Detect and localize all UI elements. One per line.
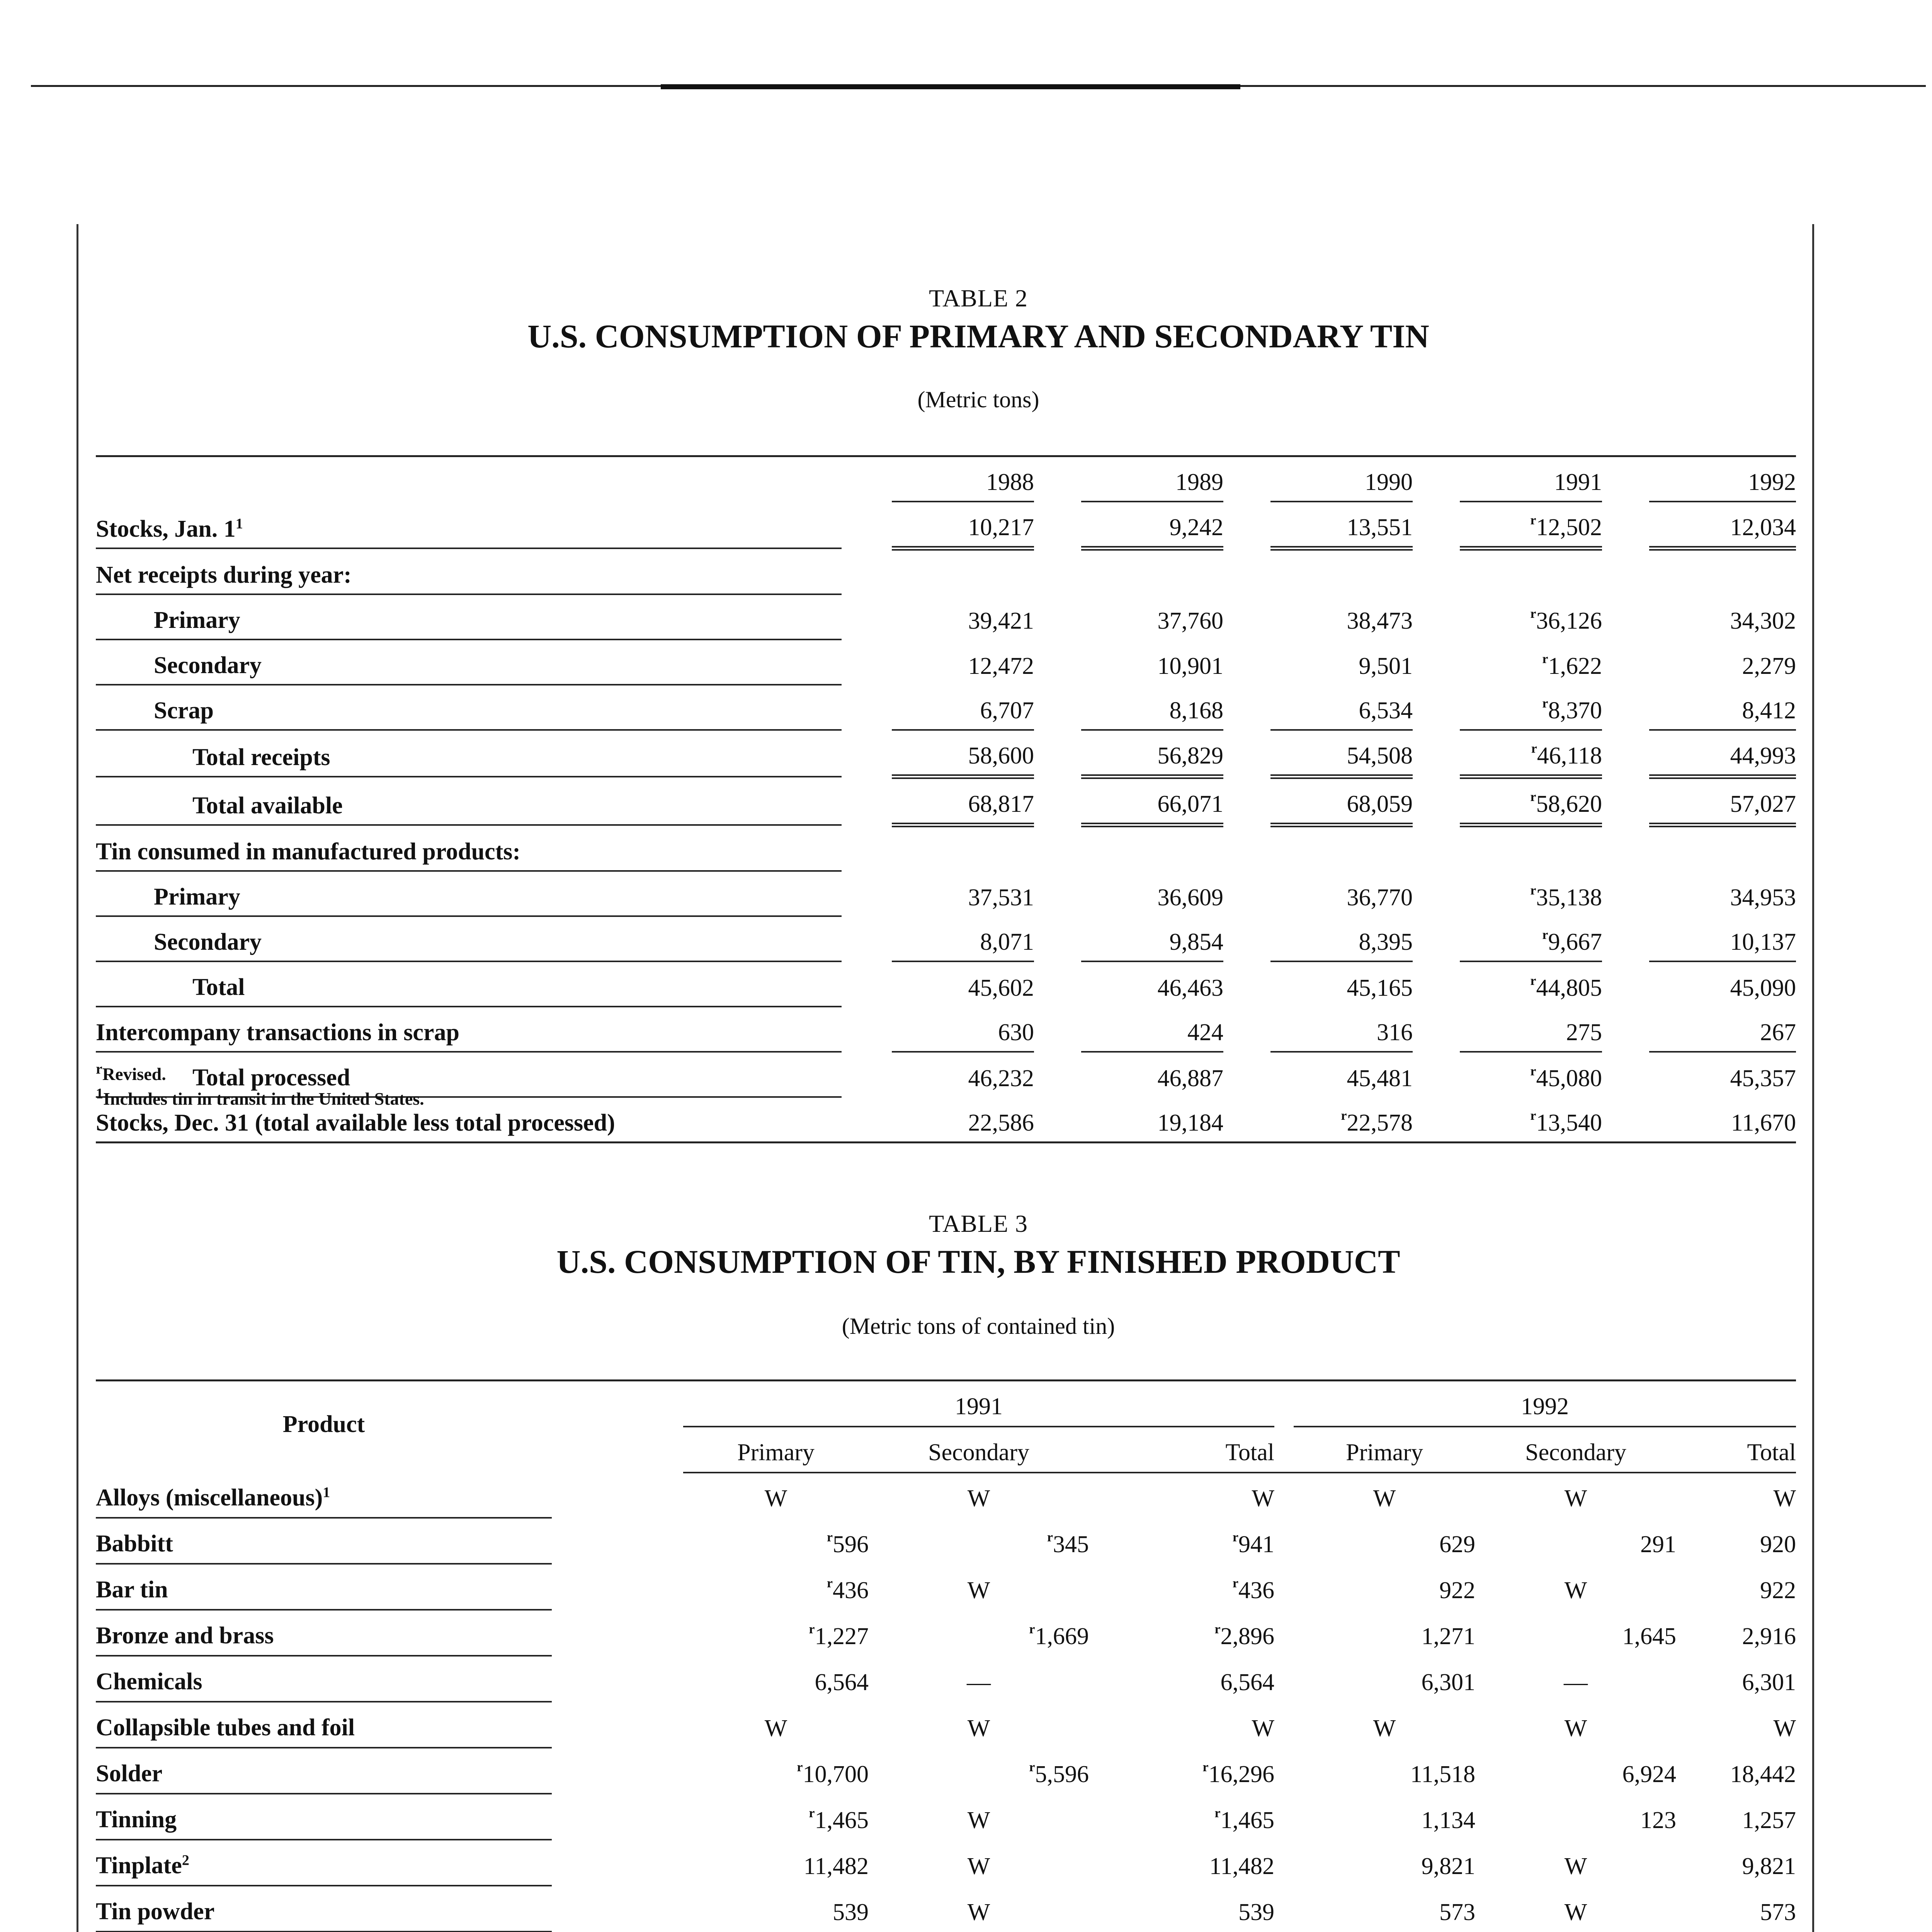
table-row (96, 777, 1796, 825)
table-cell: $^r$16,296 (1202, 1760, 1275, 1787)
table-cell: W (764, 1485, 787, 1512)
table-cell: $^r$46,118 (1460, 730, 1602, 777)
table-cell: 58,600 (892, 730, 1034, 777)
row-label: Total processed (96, 1052, 842, 1097)
table-cell: 10,217 (892, 502, 1034, 548)
table-cell: 12,034 (1649, 502, 1796, 548)
table-row (96, 730, 1796, 777)
table-cell: W (1252, 1715, 1275, 1742)
row-label: Chemicals (96, 1656, 552, 1702)
row-label: Bar tin (96, 1564, 552, 1610)
table-cell: 920 (1760, 1531, 1796, 1558)
table-cell: 8,395 (1270, 916, 1413, 961)
table-cell: W (967, 1899, 990, 1925)
table-cell: 922 (1439, 1577, 1476, 1604)
table-cell: 267 (1649, 1007, 1796, 1052)
table-cell: $^r$10,700 (797, 1760, 869, 1787)
table-cell: $^r$45,080 (1530, 1064, 1602, 1092)
table-row (96, 825, 1796, 871)
table-row (96, 639, 1796, 685)
table-cell: 19,184 (1081, 1097, 1223, 1143)
table-cell: 45,481 (1347, 1065, 1413, 1092)
table-cell: 6,564 (1220, 1669, 1275, 1696)
table-cell: 10,137 (1649, 916, 1796, 961)
row-label: Stocks, Dec. 31 (total available less total processed) (96, 1097, 842, 1143)
table-cell: $^r$596 (827, 1530, 869, 1558)
table2-year-header: 1989 (1081, 456, 1223, 502)
table-cell: W (1373, 1715, 1396, 1742)
table-cell: W (967, 1485, 990, 1512)
table-cell: 18,442 (1730, 1761, 1796, 1787)
table-cell: W (1564, 1577, 1587, 1604)
table-cell: 36,609 (1157, 884, 1223, 911)
column-header: Secondary (869, 1427, 1089, 1473)
table-cell: 9,242 (1081, 502, 1223, 548)
row-label: Scrap (96, 685, 842, 730)
table-cell: W (1564, 1485, 1587, 1512)
year-group-header: 1991 (683, 1381, 1274, 1427)
row-label: Alloys (miscellaneous)$^1$ (96, 1473, 552, 1518)
table-cell: 291 (1640, 1531, 1677, 1558)
table-cell: $^r$44,805 (1530, 974, 1602, 1001)
table-cell: 11,482 (803, 1853, 869, 1879)
table-cell: $^r$58,620 (1460, 777, 1602, 825)
table-cell: W (1564, 1715, 1587, 1742)
table-cell: $^r$22,578 (1270, 1097, 1413, 1143)
table-row (96, 1886, 1796, 1932)
table-cell: W (1252, 1485, 1275, 1512)
table-cell: W (1773, 1715, 1796, 1742)
table-cell: 316 (1270, 1007, 1413, 1052)
row-label: Secondary (96, 916, 842, 961)
table2-year-header: 1992 (1649, 456, 1796, 502)
table-cell: 37,531 (968, 884, 1034, 911)
table-cell: 1,271 (1421, 1623, 1476, 1650)
table2-label: TABLE 2 (929, 284, 1028, 312)
row-label: Stocks, Jan. $1^1$ (96, 502, 842, 548)
table2-year-header: 1991 (1460, 456, 1602, 502)
table-cell: W (967, 1853, 990, 1879)
table-cell: $^r$1,227 (809, 1622, 869, 1650)
row-label: Tinplate$^2$ (96, 1840, 552, 1886)
table-cell: 6,301 (1742, 1669, 1796, 1696)
table-row (96, 502, 1796, 548)
table-cell: 9,821 (1421, 1853, 1476, 1879)
table3-title: U.S. CONSUMPTION OF TIN, BY FINISHED PRODUCT (556, 1243, 1400, 1280)
column-header: Primary (1294, 1427, 1475, 1473)
table3 (96, 1379, 1796, 1932)
table-cell: 1,134 (1421, 1807, 1476, 1833)
table-cell: 37,760 (1157, 608, 1223, 634)
table3-label: TABLE 3 (929, 1210, 1028, 1237)
table-cell: $^r$9,667 (1460, 916, 1602, 961)
table-cell: 38,473 (1347, 608, 1413, 634)
table-cell: 34,953 (1730, 884, 1796, 911)
table-cell: 46,887 (1157, 1065, 1223, 1092)
table-cell: 9,821 (1742, 1853, 1796, 1879)
row-label: Total (96, 961, 842, 1007)
table-cell: 6,301 (1421, 1669, 1476, 1696)
table-cell: W (967, 1715, 990, 1742)
table-cell: 6,564 (815, 1669, 869, 1696)
row-label: Tin consumed in manufactured products: (96, 825, 842, 871)
column-header: Secondary (1475, 1427, 1676, 1473)
column-header: Primary (683, 1427, 869, 1473)
table2-header (96, 456, 1796, 502)
table2-units: (Metric tons) (917, 387, 1039, 412)
table-cell: 123 (1640, 1807, 1677, 1833)
row-label: Bronze and brass (96, 1610, 552, 1656)
table-cell: $^r$941 (1232, 1530, 1275, 1558)
row-label: Babbitt (96, 1518, 552, 1564)
table-cell: 1,257 (1742, 1807, 1796, 1833)
row-label: Total available (96, 777, 842, 825)
row-label: Net receipts during year: (96, 548, 842, 594)
table-cell: 9,501 (1359, 653, 1413, 679)
table2-footnotes (96, 1062, 424, 1111)
footnote: $^1$Includes tin in transit in the United States. (96, 1085, 424, 1109)
table-cell: $^r$1,465 (809, 1806, 869, 1833)
table-row (96, 1794, 1796, 1840)
table-row (96, 1748, 1796, 1794)
table-cell: 39,421 (968, 608, 1034, 634)
table-cell: 573 (1760, 1899, 1796, 1925)
table-cell: — (1564, 1669, 1588, 1696)
table-cell: 2,279 (1742, 653, 1796, 679)
product-column-header: Product (96, 1381, 552, 1473)
table-row (96, 1564, 1796, 1610)
top-rule-heavy (661, 84, 1240, 89)
table-row (96, 548, 1796, 594)
row-label: Primary (96, 594, 842, 639)
table-cell: 6,534 (1270, 685, 1413, 730)
table-cell: 8,071 (892, 916, 1034, 961)
table-cell: 539 (1238, 1899, 1275, 1925)
table-cell: 6,707 (892, 685, 1034, 730)
table-cell: $^r$345 (1047, 1530, 1089, 1558)
table-row (96, 1007, 1796, 1052)
table-cell: $^r$8,370 (1460, 685, 1602, 730)
table-cell: $^r$13,540 (1460, 1097, 1602, 1143)
table-cell: W (1564, 1853, 1587, 1879)
row-label: Intercompany transactions in scrap (96, 1007, 842, 1052)
table-cell: $^r$2,896 (1214, 1622, 1275, 1650)
table-cell: 13,551 (1270, 502, 1413, 548)
table3-body (96, 1473, 1796, 1932)
table-cell: 45,090 (1730, 975, 1796, 1001)
table-cell: 424 (1081, 1007, 1223, 1052)
table-cell: 22,586 (892, 1097, 1034, 1143)
table-row (96, 685, 1796, 730)
table2-body (96, 502, 1796, 1143)
table-cell: 8,412 (1649, 685, 1796, 730)
table-cell: 44,993 (1649, 730, 1796, 777)
table-row (96, 1518, 1796, 1564)
table-cell: W (1773, 1485, 1796, 1512)
table-cell: $^r$1,465 (1214, 1806, 1275, 1833)
row-label: Tin powder (96, 1886, 552, 1932)
table-cell: W (764, 1715, 787, 1742)
table-cell: 36,770 (1347, 884, 1413, 911)
table-cell: 46,232 (968, 1065, 1034, 1092)
table-cell: 56,829 (1081, 730, 1223, 777)
table-row (96, 1473, 1796, 1518)
table-cell: 9,854 (1081, 916, 1223, 961)
row-label: Secondary (96, 639, 842, 685)
table-cell: $^r$1,622 (1542, 652, 1602, 679)
table-cell: W (1373, 1485, 1396, 1512)
table-cell: 66,071 (1081, 777, 1223, 825)
table-cell: 34,302 (1730, 608, 1796, 634)
table-cell: 573 (1439, 1899, 1476, 1925)
column-header: Total (1676, 1427, 1796, 1473)
table-cell: $^r$1,669 (1029, 1622, 1089, 1650)
table3-header (96, 1381, 1796, 1473)
table-cell: $^r$436 (827, 1576, 869, 1604)
row-label: Solder (96, 1748, 552, 1794)
table-cell: $^r$12,502 (1460, 502, 1602, 548)
table-cell: 6,924 (1622, 1761, 1677, 1787)
table-row (96, 916, 1796, 961)
table-cell: W (1564, 1899, 1587, 1925)
table-cell: 1,645 (1622, 1623, 1677, 1650)
table2 (96, 455, 1796, 1143)
table-cell: 922 (1760, 1577, 1796, 1604)
table-cell: $^r$436 (1232, 1576, 1275, 1604)
column-header: Total (1089, 1427, 1274, 1473)
table-cell: 45,165 (1347, 975, 1413, 1001)
table-cell: $^r$5,596 (1029, 1760, 1089, 1787)
left-margin-line (77, 224, 78, 1932)
table2-year-header: 1990 (1270, 456, 1413, 502)
row-label: Total receipts (96, 730, 842, 777)
table3-units: (Metric tons of contained tin) (842, 1313, 1115, 1339)
table-cell: — (967, 1669, 991, 1696)
table-row (96, 1610, 1796, 1656)
table-cell: 11,482 (1209, 1853, 1275, 1879)
footnote: $^r$Revised. (96, 1061, 166, 1084)
table-cell: 539 (833, 1899, 869, 1925)
table-cell: 11,518 (1410, 1761, 1476, 1787)
table-cell: $^r$35,138 (1530, 883, 1602, 911)
row-label: Collapsible tubes and foil (96, 1702, 552, 1748)
table-cell: 45,602 (968, 975, 1034, 1001)
table-row (96, 594, 1796, 639)
table-cell: 8,168 (1081, 685, 1223, 730)
table-row (96, 1656, 1796, 1702)
table-cell: W (967, 1807, 990, 1833)
table-cell: 11,670 (1649, 1097, 1796, 1143)
table-cell: 12,472 (968, 653, 1034, 679)
table-cell: 275 (1460, 1007, 1602, 1052)
row-label: Primary (96, 871, 842, 916)
table-cell: 10,901 (1157, 653, 1223, 679)
table2-title: U.S. CONSUMPTION OF PRIMARY AND SECONDARY TIN (527, 318, 1429, 355)
table-row (96, 1702, 1796, 1748)
table-cell: $^r$36,126 (1530, 607, 1602, 634)
table-cell: 45,357 (1730, 1065, 1796, 1092)
table-cell: 2,916 (1742, 1623, 1796, 1650)
row-label: Tinning (96, 1794, 552, 1840)
table-cell: 630 (892, 1007, 1034, 1052)
table-row (96, 961, 1796, 1007)
year-group-header: 1992 (1294, 1381, 1796, 1427)
table-cell: 57,027 (1649, 777, 1796, 825)
table-cell: 68,059 (1270, 777, 1413, 825)
table-row (96, 1840, 1796, 1886)
table-cell: 46,463 (1157, 975, 1223, 1001)
table2-year-header: 1988 (892, 456, 1034, 502)
table-cell: 629 (1439, 1531, 1476, 1558)
table-cell: 68,817 (892, 777, 1034, 825)
table-row (96, 871, 1796, 916)
table-cell: 54,508 (1270, 730, 1413, 777)
table-cell: W (967, 1577, 990, 1604)
right-margin-line (1812, 224, 1814, 1932)
